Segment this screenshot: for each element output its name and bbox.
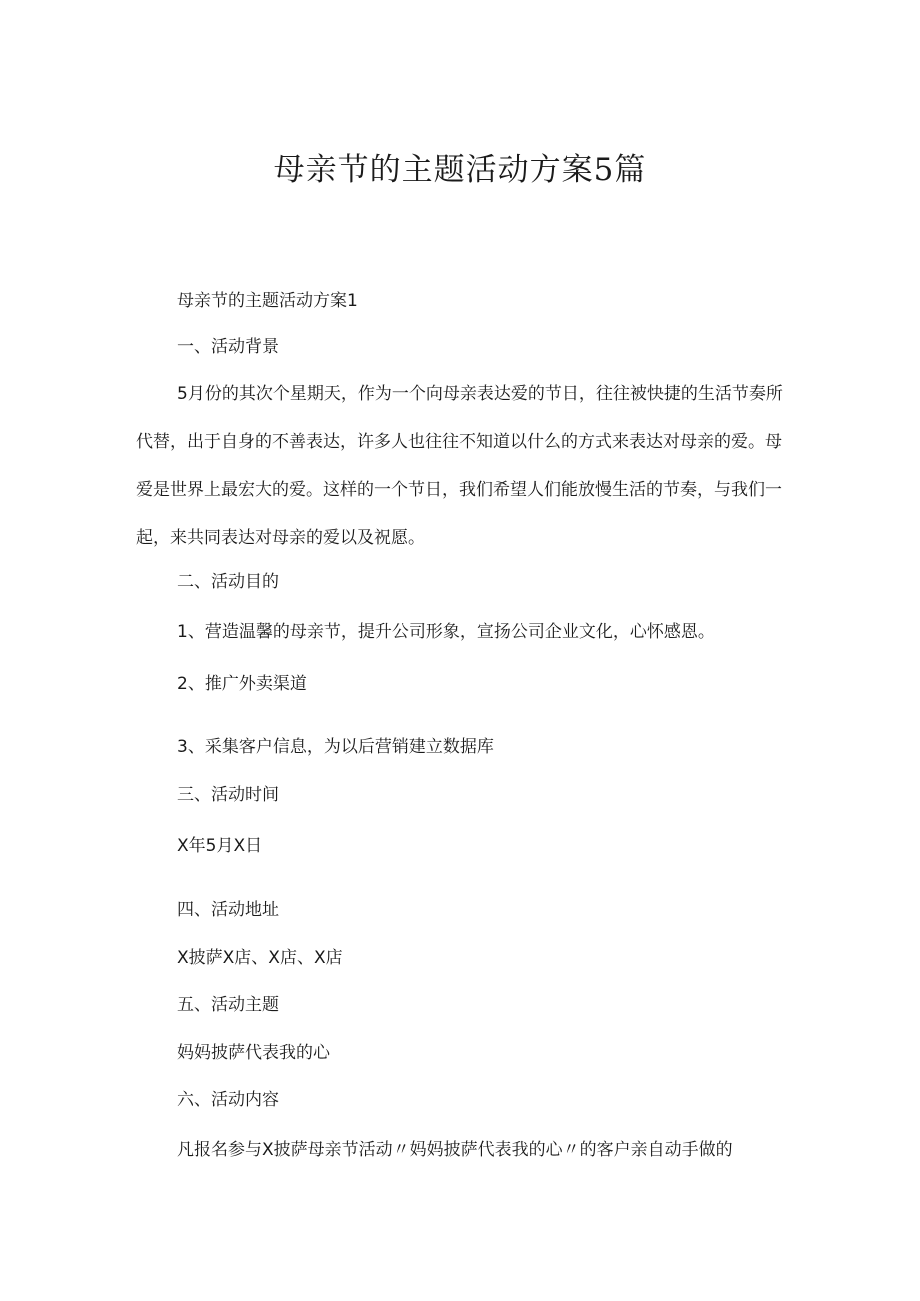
goal-item-1: 1、营造温馨的母亲节，提升公司形象，宣扬公司企业文化，心怀感恩。 bbox=[177, 622, 715, 642]
content-paragraph: 凡报名参与X披萨母亲节活动〃妈妈披萨代表我的心〃的客户亲自动手做的 bbox=[177, 1140, 733, 1160]
time-text: X年5月X日 bbox=[177, 836, 263, 856]
background-heading: 一、活动背景 bbox=[177, 337, 279, 357]
subtitle: 母亲节的主题活动方案1 bbox=[177, 291, 358, 311]
goal-item-2: 2、推广外卖渠道 bbox=[177, 674, 307, 694]
theme-text: 妈妈披萨代表我的心 bbox=[177, 1043, 330, 1063]
theme-heading: 五、活动主题 bbox=[177, 995, 279, 1015]
location-text: X披萨X店、X店、X店 bbox=[177, 948, 343, 968]
content-heading: 六、活动内容 bbox=[177, 1090, 279, 1110]
document-title: 母亲节的主题活动方案5篇 bbox=[273, 152, 647, 188]
goal-item-3: 3、采集客户信息，为以后营销建立数据库 bbox=[177, 737, 494, 757]
background-paragraph: 5月份的其次个星期天，作为一个向母亲表达爱的节日，往往被快捷的生活节奏所代替，出于自身的不善表达，许多人也往往不知道以什么的方式来表达对母亲的爱。母爱是世界上最宏大的爱。这样的一个节日，我们希望人们能放慢生活的节奏，与我们一起，来共同表达对母亲的爱以及祝愿。 bbox=[136, 384, 783, 548]
goal-heading: 二、活动目的 bbox=[177, 572, 279, 592]
location-heading: 四、活动地址 bbox=[177, 900, 279, 920]
time-heading: 三、活动时间 bbox=[177, 785, 279, 805]
